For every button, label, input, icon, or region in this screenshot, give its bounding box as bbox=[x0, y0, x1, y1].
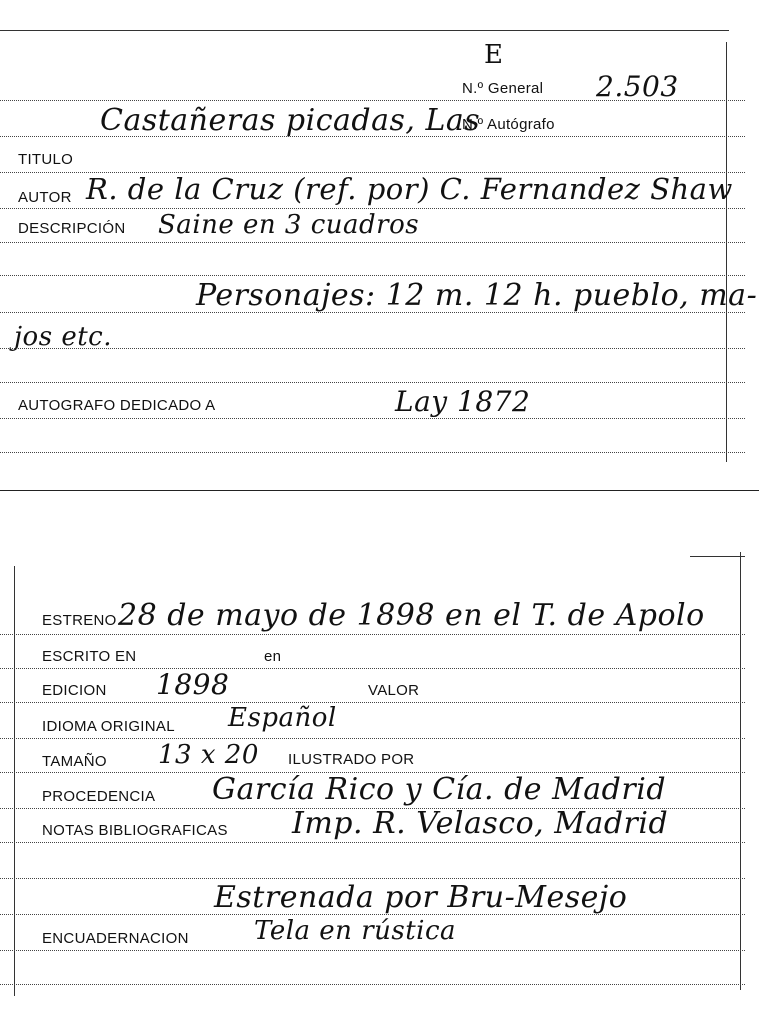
title-value: Castañeras picadas, Las bbox=[100, 103, 481, 138]
ilustrado-label: ILUSTRADO POR bbox=[288, 751, 415, 768]
tamano-label: TAMAÑO bbox=[42, 753, 107, 770]
notas-label: NOTAS BIBLIOGRAFICAS bbox=[42, 822, 228, 839]
tamano-value: 13 x 20 bbox=[158, 740, 259, 770]
general-number-value: 2.503 bbox=[596, 70, 679, 103]
encuadernacion-value: Tela en rústica bbox=[254, 916, 457, 946]
estreno-value: 28 de mayo de 1898 en el T. de Apolo bbox=[118, 598, 705, 633]
escrito-en-label: en bbox=[264, 648, 282, 665]
personajes-line-2: jos etc. bbox=[14, 322, 112, 352]
autograph-number-label: N.º Autógrafo bbox=[462, 116, 555, 133]
valor-label: VALOR bbox=[368, 682, 420, 699]
catalog-card-top bbox=[0, 0, 759, 500]
autor-value: R. de la Cruz (ref. por) C. Fernandez Shaw bbox=[86, 172, 733, 206]
procedencia-value: García Rico y Cía. de Madrid bbox=[212, 772, 667, 807]
estreno-label: ESTRENO bbox=[42, 612, 117, 629]
autografo-label: AUTOGRAFO DEDICADO A bbox=[18, 397, 216, 414]
personajes-line-1: Personajes: 12 m. 12 h. pueblo, ma- bbox=[196, 278, 758, 313]
edicion-label: EDICION bbox=[42, 682, 107, 699]
descripcion-value: Saine en 3 cuadros bbox=[158, 210, 420, 240]
catalog-card-bottom bbox=[0, 540, 759, 1028]
autografo-value: Lay 1872 bbox=[395, 385, 531, 418]
card-separator-line bbox=[0, 490, 759, 491]
estrenada-value: Estrenada por Bru-Mesejo bbox=[214, 880, 628, 915]
encuadernacion-label: ENCUADERNACION bbox=[42, 930, 189, 947]
descripcion-label: DESCRIPCIÓN bbox=[18, 220, 126, 237]
letter-mark: E bbox=[484, 40, 504, 70]
autor-label: AUTOR bbox=[18, 189, 72, 206]
idioma-value: Español bbox=[228, 703, 337, 733]
procedencia-label: PROCEDENCIA bbox=[42, 788, 156, 805]
edicion-value: 1898 bbox=[156, 668, 230, 701]
notas-value: Imp. R. Velasco, Madrid bbox=[292, 806, 669, 841]
general-number-label: N.º General bbox=[462, 80, 544, 97]
titulo-label: TITULO bbox=[18, 151, 74, 168]
escrito-label: ESCRITO EN bbox=[42, 648, 137, 665]
idioma-label: IDIOMA ORIGINAL bbox=[42, 718, 175, 735]
